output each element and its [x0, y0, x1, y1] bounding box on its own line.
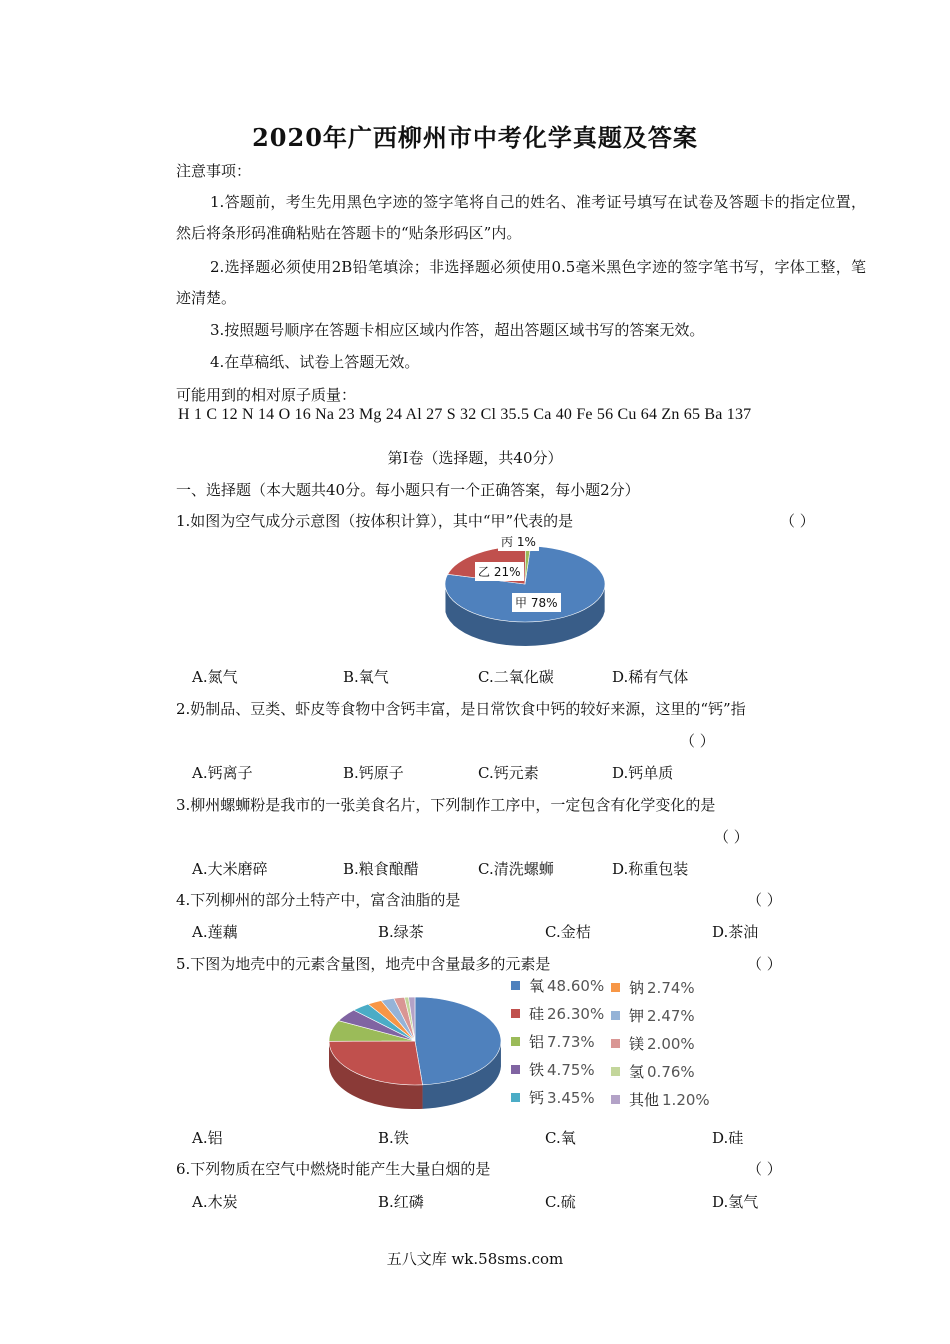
notice-item-1: 1.答题前，考生先用黑色字迹的签字笔将自己的姓名、准考证号填写在试卷及答题卡的指定位置，然后将条形码准确粘贴在答题卡的“贴条形码区”内。 — [176, 193, 866, 242]
legend-swatch — [611, 1067, 620, 1076]
legend-label: 氧 — [529, 977, 545, 995]
question-5-bracket: （ ） — [747, 955, 782, 973]
legend-value: 2.74% — [647, 978, 695, 997]
question-1-option-d: D.稀有气体 — [612, 668, 689, 686]
legend-label: 钠 — [629, 979, 645, 997]
atomic-mass-values: H 1 C 12 N 14 O 16 Na 23 Mg 24 Al 27 S 32 Cl 35.5 Ca 40 Fe 56 Cu 64 Zn 65 Ba 137 — [178, 406, 752, 423]
notice-heading: 注意事项： — [176, 162, 252, 180]
legend-value: 1.20% — [662, 1090, 710, 1109]
question-3-option-c: C.清洗螺蛳 — [478, 860, 554, 878]
question-5-option-d: D.硅 — [712, 1129, 744, 1147]
question-6-option-a: A.木炭 — [192, 1193, 238, 1211]
question-1-option-b: B.氧气 — [343, 668, 389, 686]
footer-source: 五八文库 wk.58sms.com — [386, 1250, 564, 1268]
question-2-bracket: （ ） — [680, 732, 715, 750]
legend-item-铁 — [511, 1059, 595, 1080]
legend-item-钠 — [611, 977, 695, 998]
legend-label: 其他 — [629, 1091, 660, 1109]
notice-item-2: 2.选择题必须使用2B铅笔填涂；非选择题必须使用0.5毫米黑色字迹的签字笔书写，字体工整，笔迹清楚。 — [176, 258, 866, 307]
legend-label: 钙 — [529, 1089, 545, 1107]
legend-value: 0.76% — [647, 1062, 695, 1081]
question-3-option-d: D.称重包装 — [612, 860, 689, 878]
legend-swatch — [511, 1037, 520, 1046]
atomic-mass-heading: 可能用到的相对原子质量： — [176, 386, 357, 404]
legend-item-钾 — [611, 1005, 695, 1026]
question-1-stem: 1.如图为空气成分示意图（按体积计算），其中“甲”代表的是 — [176, 512, 574, 530]
question-4-option-c: C.金桔 — [545, 923, 591, 941]
legend-label: 硅 — [529, 1005, 545, 1023]
legend-item-其他 — [611, 1089, 710, 1110]
legend-label: 镁 — [629, 1035, 645, 1053]
question-5-option-b: B.铁 — [378, 1129, 409, 1147]
question-5-stem: 5.下图为地壳中的元素含量图，地壳中含量最多的元素是 — [176, 955, 551, 973]
legend-item-氧 — [511, 975, 604, 996]
legend-value: 7.73% — [547, 1032, 595, 1051]
crust-elements-pie-chart — [322, 986, 508, 1118]
legend-swatch — [511, 1093, 520, 1102]
legend-swatch — [511, 981, 520, 990]
question-2-option-d: D.钙单质 — [612, 764, 674, 782]
legend-value: 3.45% — [547, 1088, 595, 1107]
legend-value: 26.30% — [547, 1004, 605, 1023]
question-3-stem: 3.柳州螺蛳粉是我市的一张美食名片，下列制作工序中，一定包含有化学变化的是 — [176, 796, 716, 814]
question-2-option-c: C.钙元素 — [478, 764, 539, 782]
question-6-bracket: （ ） — [747, 1160, 782, 1178]
pie1-label-bing: 丙 1% — [498, 532, 539, 551]
question-4-stem: 4.下列柳州的部分土特产中，富含油脂的是 — [176, 891, 461, 909]
question-1-option-a: A.氮气 — [192, 668, 238, 686]
legend-item-钙 — [511, 1087, 595, 1108]
legend-item-镁 — [611, 1033, 695, 1054]
question-6-option-b: B.红磷 — [378, 1193, 424, 1211]
legend-label: 铝 — [529, 1033, 545, 1051]
part-title: 一、选择题（本大题共40分。每小题只有一个正确答案，每小题2分） — [176, 481, 640, 499]
legend-value: 2.47% — [647, 1006, 695, 1025]
legend-swatch — [511, 1065, 520, 1074]
question-4-option-d: D.茶油 — [712, 923, 759, 941]
legend-label: 钾 — [629, 1007, 645, 1025]
question-2-stem: 2.奶制品、豆类、虾皮等食物中含钙丰富，是日常饮食中钙的较好来源，这里的“钙”指 — [176, 700, 746, 718]
question-3-bracket: （ ） — [714, 828, 749, 846]
question-4-option-b: B.绿茶 — [378, 923, 424, 941]
question-6-stem: 6.下列物质在空气中燃烧时能产生大量白烟的是 — [176, 1160, 491, 1178]
question-1-option-c: C.二氧化碳 — [478, 668, 554, 686]
question-4-bracket: （ ） — [747, 891, 782, 909]
legend-value: 2.00% — [647, 1034, 695, 1053]
pie1-label-yi: 乙 21% — [475, 562, 524, 581]
notice-item-3: 3.按照题号顺序在答题卡相应区域内作答，超出答题区域书写的答案无效。 — [210, 321, 705, 339]
legend-swatch — [611, 983, 620, 992]
question-1-bracket: （ ） — [780, 512, 815, 530]
question-2-option-b: B.钙原子 — [343, 764, 404, 782]
legend-item-硅 — [511, 1003, 604, 1024]
question-5-option-c: C.氧 — [545, 1129, 576, 1147]
legend-swatch — [611, 1095, 620, 1104]
question-3-option-a: A.大米磨碎 — [192, 860, 268, 878]
legend-value: 4.75% — [547, 1060, 595, 1079]
pie1-label-jia: 甲 78% — [512, 593, 561, 612]
legend-label: 铁 — [529, 1061, 545, 1079]
page-title: 2020年广西柳州市中考化学真题及答案 — [252, 123, 698, 152]
question-6-option-c: C.硫 — [545, 1193, 576, 1211]
question-5-option-a: A.铝 — [192, 1129, 223, 1147]
legend-swatch — [611, 1011, 620, 1020]
legend-swatch — [611, 1039, 620, 1048]
legend-item-铝 — [511, 1031, 595, 1052]
notice-item-4: 4.在草稿纸、试卷上答题无效。 — [210, 353, 420, 371]
question-3-option-b: B.粮食酿醋 — [343, 860, 419, 878]
question-4-option-a: A.莲藕 — [192, 923, 238, 941]
question-6-option-d: D.氢气 — [712, 1193, 759, 1211]
legend-value: 48.60% — [547, 976, 605, 995]
legend-label: 氢 — [629, 1063, 645, 1081]
legend-item-氢 — [611, 1061, 695, 1082]
section-title: 第Ⅰ卷（选择题，共40分） — [387, 449, 563, 467]
legend-swatch — [511, 1009, 520, 1018]
question-2-option-a: A.钙离子 — [192, 764, 253, 782]
